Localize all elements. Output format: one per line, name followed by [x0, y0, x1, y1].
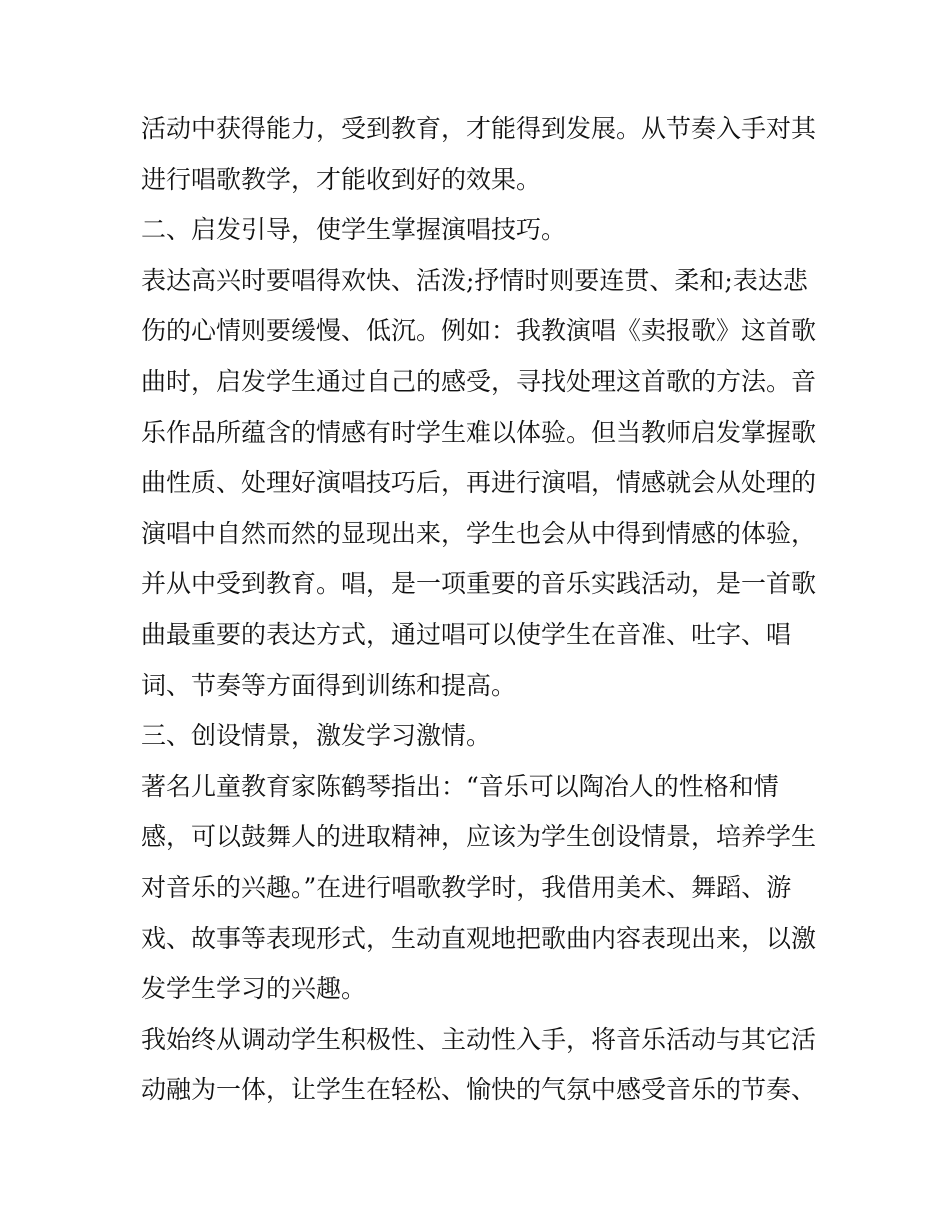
section-heading: 二、启发引导，使学生掌握演唱技巧。 — [141, 215, 567, 245]
text-line: 乐作品所蕴含的情感有时学生难以体验。但当教师启发掌握歌 — [141, 417, 817, 447]
text-line: 著名儿童教育家陈鹤琴指出：“音乐可以陶冶人的性格和情 — [141, 771, 779, 801]
text-line: 伤的心情则要缓慢、低沉。例如：我教演唱《卖报歌》这首歌 — [141, 316, 817, 346]
text-line: 进行唱歌教学，才能收到好的效果。 — [141, 164, 542, 194]
text-line: 发学生学习的兴趣。 — [141, 974, 367, 1004]
text-line: 表达高兴时要唱得欢快、活泼;抒情时则要连贯、柔和;表达悲 — [141, 265, 808, 295]
text-line: 感，可以鼓舞人的进取精神，应该为学生创设情景，培养学生 — [141, 822, 817, 852]
text-line: 曲性质、处理好演唱技巧后，再进行演唱，情感就会从处理的 — [141, 468, 817, 498]
text-line: 戏、故事等表现形式，生动直观地把歌曲内容表现出来，以激 — [141, 923, 817, 953]
text-line: 活动中获得能力，受到教育，才能得到发展。从节奏入手对其 — [141, 114, 817, 143]
text-line: 词、节奏等方面得到训练和提高。 — [141, 670, 517, 700]
text-line: 对音乐的兴趣。”在进行唱歌教学时，我借用美术、舞蹈、游 — [141, 872, 792, 902]
text-line: 曲最重要的表达方式，通过唱可以使学生在音准、吐字、唱 — [141, 619, 792, 649]
document-body — [141, 104, 821, 1116]
text-line: 我始终从调动学生积极性、主动性入手，将音乐活动与其它活 — [141, 1024, 817, 1054]
text-line: 并从中受到教育。唱，是一项重要的音乐实践活动，是一首歌 — [141, 569, 817, 599]
section-heading: 三、创设情景，激发学习激情。 — [141, 721, 492, 751]
text-line: 演唱中自然而然的显现出来，学生也会从中得到情感的体验， — [141, 518, 817, 548]
text-line: 曲时，启发学生通过自己的感受，寻找处理这首歌的方法。音 — [141, 366, 817, 396]
text-line: 动融为一体，让学生在轻松、愉快的气氛中感受音乐的节奏、 — [141, 1075, 817, 1105]
